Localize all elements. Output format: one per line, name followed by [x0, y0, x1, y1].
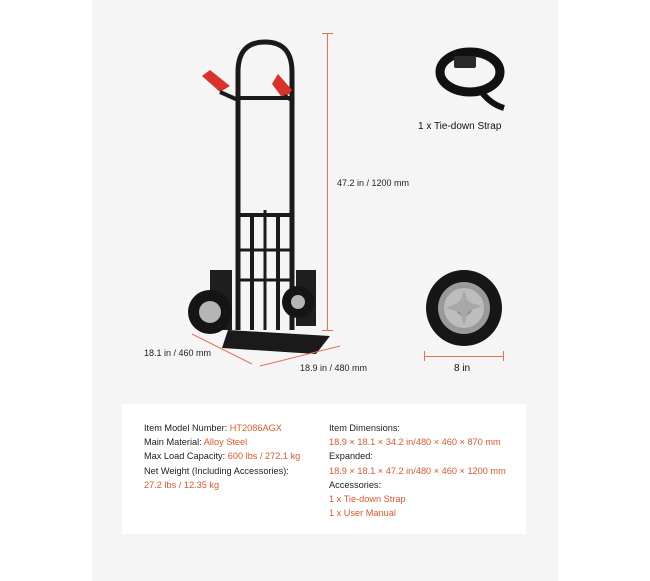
- tie-down-strap-image: [432, 42, 512, 112]
- spec-row: [144, 421, 300, 435]
- spec-value: 18.9 × 18.1 × 47.2 in/480 × 460 × 1200 mm: [329, 465, 506, 476]
- spec-value: 18.9 × 18.1 × 34.2 in/480 × 460 × 870 mm: [329, 437, 501, 448]
- spec-row: [329, 506, 506, 520]
- wheel-image: [424, 268, 504, 348]
- height-dimension-cap-bottom: [322, 330, 333, 331]
- height-dimension-label: 47.2 in / 1200 mm: [337, 178, 410, 188]
- strap-caption: 1 x Tie-down Strap: [418, 121, 502, 132]
- spec-label: Item Dimensions:: [329, 423, 400, 433]
- width-dimension-label: 18.9 in / 480 mm: [300, 363, 368, 373]
- depth-dimension-label: 18.1 in / 460 mm: [144, 348, 212, 358]
- spec-value: 600 lbs / 272.1 kg: [227, 451, 301, 462]
- spec-column-right: [329, 421, 506, 520]
- spec-value: HT2086AGX: [229, 423, 282, 433]
- spec-row: [329, 435, 506, 449]
- height-dimension-cap-top: [322, 33, 333, 34]
- spec-row: [329, 449, 506, 463]
- wheel-dimension-cap-right: [503, 351, 504, 361]
- wheel-caption: 8 in: [454, 363, 471, 374]
- spec-label: Item Model Number:: [144, 423, 230, 433]
- spec-value: 27.2 lbs / 12.35 kg: [144, 479, 220, 490]
- spec-row: [329, 421, 506, 435]
- spec-row: [329, 478, 506, 492]
- spec-label: Main Material:: [144, 437, 204, 448]
- hand-truck-image: [180, 30, 340, 360]
- height-dimension-line: [327, 33, 328, 331]
- spec-row: [329, 464, 506, 478]
- spec-label: Net Weight (Including Accessories):: [144, 465, 289, 476]
- spec-label: Accessories:: [329, 479, 382, 490]
- spec-row: [329, 492, 506, 506]
- spec-row: [144, 478, 300, 492]
- spec-row: [144, 435, 300, 449]
- spec-value: 1 x Tie-down Strap: [329, 494, 406, 505]
- spec-label: Max Load Capacity:: [144, 451, 228, 462]
- spec-column-left: [144, 421, 300, 492]
- spec-row: [144, 449, 300, 463]
- wheel-dimension-line: [424, 356, 504, 357]
- spec-row: [144, 464, 300, 478]
- spec-value: Alloy Steel: [203, 437, 248, 448]
- wheel-dimension-cap-left: [424, 351, 425, 361]
- spec-label: Expanded:: [329, 451, 373, 462]
- spec-value: 1 x User Manual: [329, 508, 396, 519]
